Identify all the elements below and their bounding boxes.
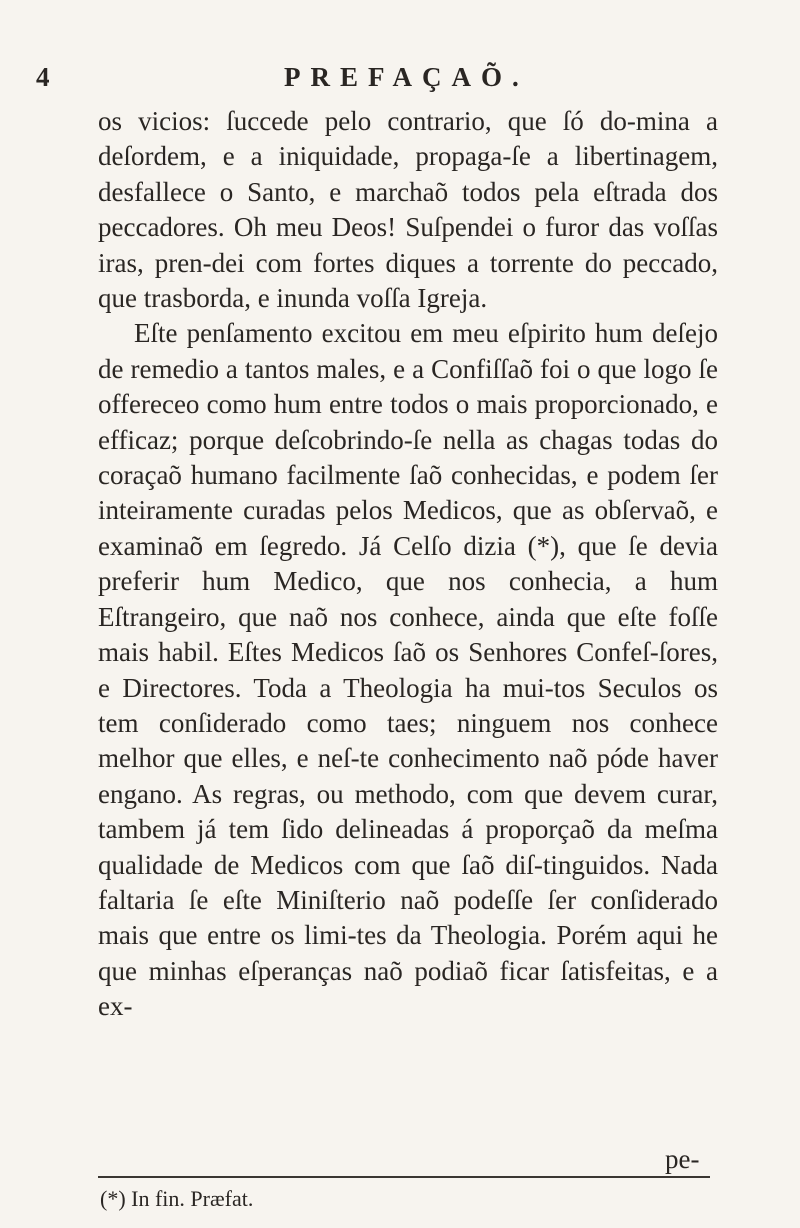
page-number: 4 bbox=[36, 62, 50, 92]
footnote-rule bbox=[98, 1176, 710, 1178]
body-text bbox=[98, 104, 718, 1025]
catchword: pe- bbox=[665, 1144, 700, 1174]
paragraph-1: os vicios: ſuccede pelo contrario, que ſó do-mina a deſordem, e a iniquidade, propaga-ſe a libertinagem, desfallece o Santo, e marchaõ todos pela eſtrada dos peccadores. Oh meu Deos! Suſpendei o furor das voſſas iras, pren-dei com fortes diques a torrente do peccado, que trasborda, e inunda voſſa Igreja. bbox=[98, 106, 718, 314]
footnote: (*) In fin. Præfat. bbox=[100, 1186, 254, 1211]
paragraph-2: Eſte penſamento excitou em meu eſpirito hum deſejo de remedio a tantos males, e a Confiſſaõ foi o que logo ſe offereceo como hum entre todos o mais proporcionado, e efficaz; porque deſcobrindo-ſe nella as chagas todas do coraçaõ humano facilmente ſaõ conhecidas, e podem ſer inteiramente curadas pelos Medicos, que as obſervaõ, e examinaõ em ſegredo. Já Celſo dizia (*), que ſe devia preferir hum Medico, que nos conhecia, a hum Eſtrangeiro, que naõ nos conhece, ainda que eſte foſſe mais habil. Eſtes Medicos ſaõ os Senhores Confeſ-ſores, e Directores. Toda a Theologia ha mui-tos Seculos os tem conſiderado como taes; ninguem nos conhece melhor que elles, e neſ-te conhecimento naõ póde haver engano. As regras, ou methodo, com que devem curar, tambem já tem ſido delineadas á proporçaõ da meſma qualidade de Medicos com que ſaõ diſ-tinguidos. Nada faltaria ſe eſte Miniſterio naõ podeſſe ſer conſiderado mais que entre os limi-tes da Theologia. Porém aqui he que minhas eſperanças naõ podiaõ ficar ſatisfeitas, e a ex- bbox=[98, 318, 718, 1022]
running-head: PREFAÇAÕ. bbox=[284, 62, 529, 92]
page-header bbox=[36, 62, 680, 102]
